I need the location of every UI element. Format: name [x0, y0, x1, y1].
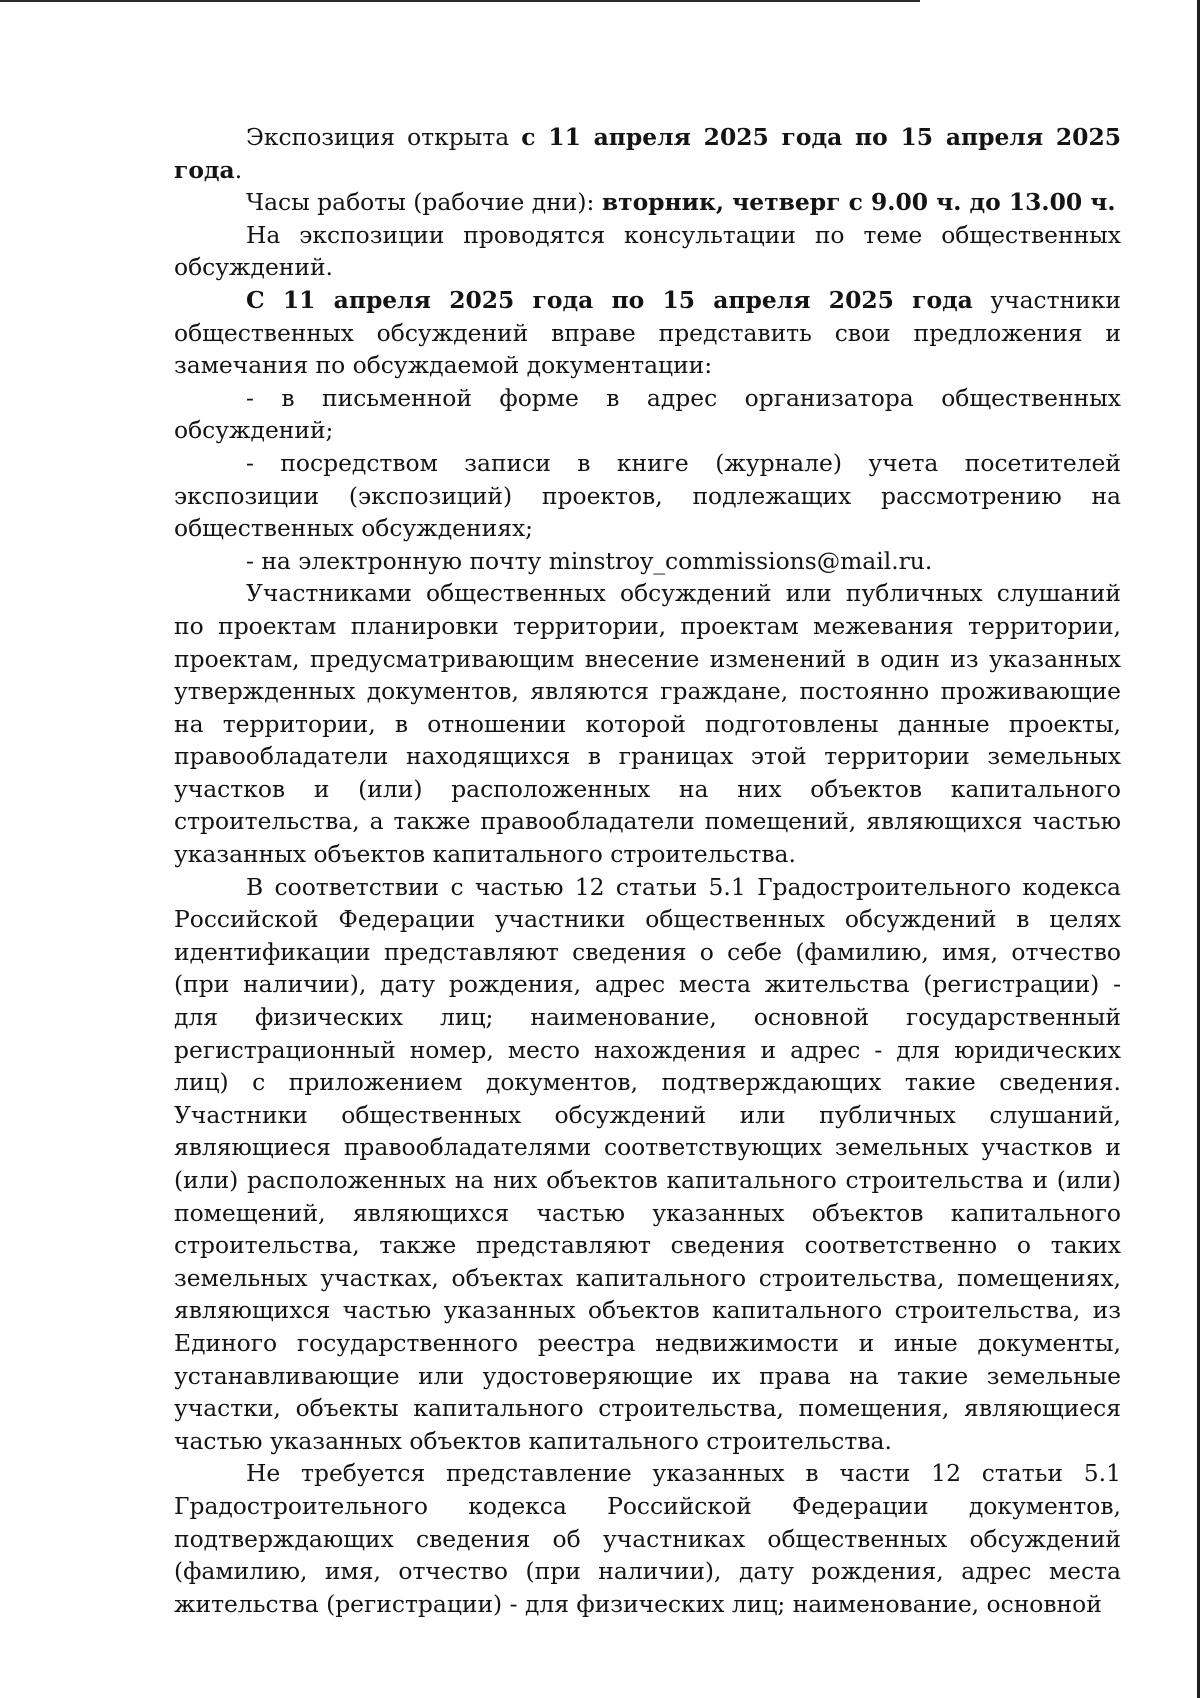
paragraph-identification: В соответствии с частью 12 статьи 5.1 Градостроительного кодекса Российской Федерации участники общественных обсуждений в целях идентификации представляют сведения о себе (фамилию, имя, отчество (при наличии), дату рождения, адрес места жительства (регистрации) - для физических лиц; наименование, основной государственный регистрационный номер, место нахождения и адрес - для юридических лиц) с приложением документов, подтверждающих такие сведения. Участники общественных обсуждений или публичных слушаний, являющиеся правообладателями соответствующих земельных участков и (или) расположенных на них объектов капитального строительства и (или) помещений, являющихся частью указанных объектов капитального строительства, также представляют сведения соответственно о таких земельных участках, объектах капитального строительства, помещениях, являющихся частью указанных объектов капитального строительства, из Единого государственного реестра недвижимости и иные документы, устанавливающие или удостоверяющие их права на такие земельные участки, объекты капитального строительства, помещения, являющиеся частью указанных объектов капитального строительства. [174, 872, 1121, 1455]
text: Часы работы (рабочие дни): [246, 188, 602, 217]
paragraph-consultations: На экспозиции проводятся консультации по теме общественных обсуждений. [174, 220, 1121, 282]
text: участники общественных обсуждений вправе представить свои предложения и замечания по обсуждаемой документации: [174, 285, 1121, 380]
list-item-email [174, 545, 1121, 578]
paragraph-not-required: Не требуется представление указанных в части 12 статьи 5.1 Градостроительного кодекса Российской Федерации документов, подтверждающих сведения об участниках общественных обсуждений (фамилию, имя, отчество (при наличии), дату рождения, адрес места жительства (регистрации) - для физических лиц; наименование, основной [174, 1459, 1121, 1618]
text: - на электронную почту [246, 546, 549, 575]
paragraph-working-hours [174, 186, 1121, 219]
text: . [234, 155, 243, 184]
paragraph-exposition-dates [174, 121, 1121, 186]
text: . [924, 546, 933, 575]
bold-hours: вторник, четверг с 9.00 ч. до 13.00 ч. [601, 188, 1116, 217]
bold-dates: с 11 апреля 2025 года по 15 апреля 2025 года [174, 123, 1121, 184]
list-item-visitor-book: - посредством записи в книге (журнале) учета посетителей экспозиции (экспозиций) проектов, подлежащих рассмотрению на общественных обсуждениях; [174, 448, 1121, 543]
paragraph-proposals-period [174, 284, 1121, 382]
email-address: minstroy_commissions@mail.ru [548, 546, 925, 575]
document-page [174, 121, 1121, 1620]
bold-period: С 11 апреля 2025 года по 15 апреля 2025 года [246, 285, 973, 314]
text: Экспозиция открыта [246, 123, 522, 151]
paragraph-participants: Участниками общественных обсуждений или публичных слушаний по проектам планировки территории, проектам межевания территории, проектам, предусматривающим внесение изменений в один из указанных утвержденных документов, являются граждане, постоянно проживающие на территории, в отношении которой подготовлены данные проекты, правообладатели находящихся в границах этой территории земельных участков и (или) расположенных на них объектов капитального строительства, а также правообладатели помещений, являющихся частью указанных объектов капитального строительства. [174, 579, 1121, 869]
list-item-written-form: - в письменной форме в адрес организатора общественных обсуждений; [174, 383, 1121, 445]
scan-edge-top [0, 0, 920, 2]
